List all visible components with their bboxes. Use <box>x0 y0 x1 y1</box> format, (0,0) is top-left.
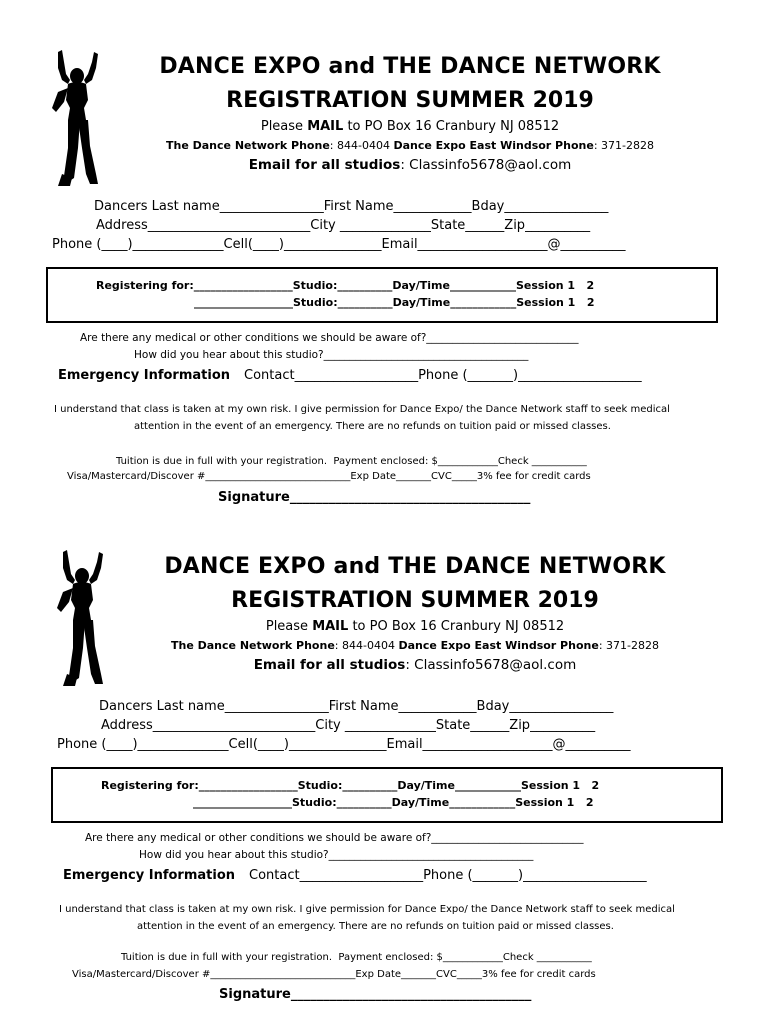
card-line[interactable]: Visa/Mastercard/Discover #_____________________________Exp Date_______CVC_____3% fee for credit cards <box>72 969 596 980</box>
tuition-line[interactable]: Tuition is due in full with your registration. Payment enclosed: $____________Check ___________ <box>116 456 587 467</box>
phone-row[interactable]: Phone (____)______________Cell(____)_______________Email____________________@__________ <box>57 737 631 752</box>
referral-question[interactable]: How did you hear about this studio?_______________________________________ <box>134 349 529 361</box>
email-line: Email for all studios: Classinfo5678@aol.com <box>253 657 577 673</box>
emergency-label: Emergency Information <box>63 868 236 883</box>
referral-question[interactable]: How did you hear about this studio?_______________________________________ <box>139 849 534 861</box>
phone-line: The Dance Network Phone: 844-0404 Dance Expo East Windsor Phone: 371-2828 <box>171 639 659 652</box>
registration-box <box>46 267 718 323</box>
phone-row[interactable]: Phone (____)______________Cell(____)_______________Email____________________@__________ <box>52 237 626 252</box>
card-line[interactable]: Visa/Mastercard/Discover #_____________________________Exp Date_______CVC_____3% fee for credit cards <box>67 471 591 482</box>
mail-address: Please MAIL to PO Box 16 Cranbury NJ 08512 <box>260 119 560 134</box>
form-title-line2: REGISTRATION SUMMER 2019 <box>231 588 599 613</box>
register-row-2[interactable]: __________________Studio:__________Day/Time____________Session 1 2 <box>194 296 595 309</box>
waiver-line1: I understand that class is taken at my own risk. I give permission for Dance Expo/ the Dance Network staff to seek medical <box>59 904 675 915</box>
register-row-2[interactable]: __________________Studio:__________Day/Time____________Session 1 2 <box>193 796 594 809</box>
emergency-contact[interactable]: Contact___________________Phone (_______)___________________ <box>244 368 642 383</box>
waiver-line2: attention in the event of an emergency. There are no refunds on tuition paid or missed classes. <box>134 421 611 432</box>
signature-line[interactable]: Signature_____________________________________ <box>219 987 532 1002</box>
tuition-line[interactable]: Tuition is due in full with your registration. Payment enclosed: $____________Check ___________ <box>121 952 592 963</box>
name-row[interactable]: Dancers Last name________________First Name____________Bday________________ <box>99 699 614 714</box>
address-row[interactable]: Address_________________________City ______________State______Zip__________ <box>101 718 596 733</box>
medical-question[interactable]: Are there any medical or other conditions we should be aware of?_____________________________ <box>85 832 584 844</box>
emergency-contact[interactable]: Contact___________________Phone (_______)___________________ <box>249 868 647 883</box>
signature-line[interactable]: Signature_____________________________________ <box>218 490 531 505</box>
medical-question[interactable]: Are there any medical or other conditions we should be aware of?_____________________________ <box>80 332 579 344</box>
email-line: Email for all studios: Classinfo5678@aol.com <box>248 157 572 173</box>
emergency-label: Emergency Information <box>58 368 231 383</box>
register-row-1[interactable]: Registering for:__________________Studio:__________Day/Time____________Session 1 2 <box>96 279 595 292</box>
form-title-line1: DANCE EXPO and THE DANCE NETWORK <box>159 54 661 79</box>
registration-form-top <box>0 0 770 505</box>
waiver-line1: I understand that class is taken at my own risk. I give permission for Dance Expo/ the Dance Network staff to seek medical <box>54 404 670 415</box>
name-row[interactable]: Dancers Last name________________First Name____________Bday________________ <box>94 199 609 214</box>
form-title-line2: REGISTRATION SUMMER 2019 <box>226 88 594 113</box>
mail-address: Please MAIL to PO Box 16 Cranbury NJ 08512 <box>265 619 565 634</box>
register-row-1[interactable]: Registering for:__________________Studio:__________Day/Time____________Session 1 2 <box>101 779 600 792</box>
phone-line: The Dance Network Phone: 844-0404 Dance Expo East Windsor Phone: 371-2828 <box>166 139 654 152</box>
form-title-line1: DANCE EXPO and THE DANCE NETWORK <box>164 554 666 579</box>
registration-form-bottom <box>5 500 770 1005</box>
waiver-line2: attention in the event of an emergency. There are no refunds on tuition paid or missed classes. <box>137 921 614 932</box>
address-row[interactable]: Address_________________________City ______________State______Zip__________ <box>96 218 591 233</box>
registration-box <box>51 767 723 823</box>
